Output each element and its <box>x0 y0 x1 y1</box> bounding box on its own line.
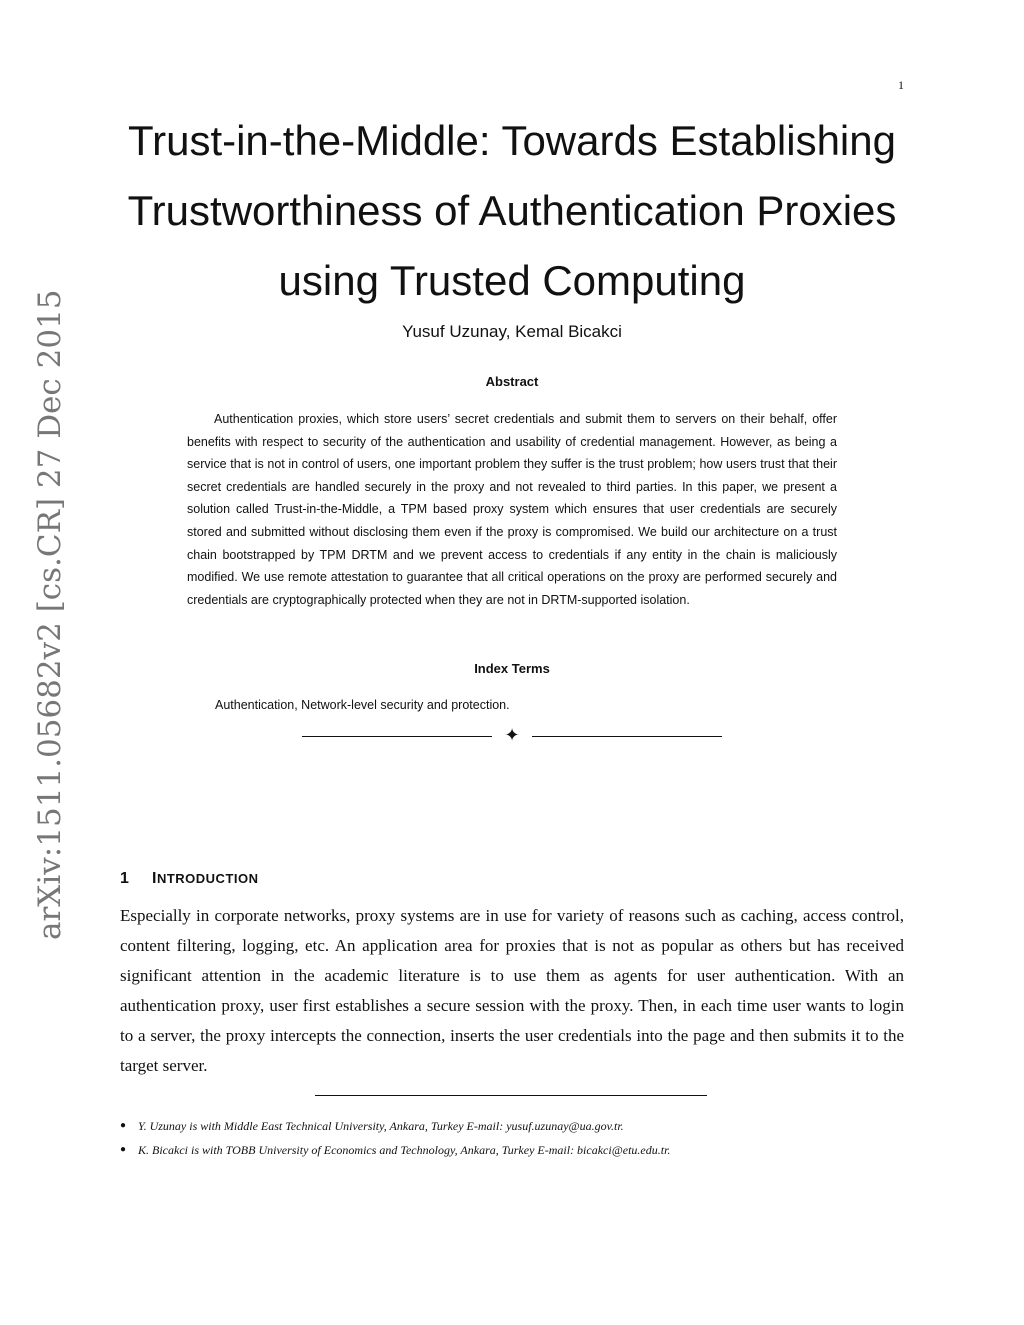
bullet-icon: ● <box>120 1144 127 1155</box>
author-list: Yusuf Uzunay, Kemal Bicakci <box>402 322 622 341</box>
section-heading <box>120 870 259 888</box>
footnote-list <box>120 1114 920 1162</box>
bullet-icon: ● <box>120 1120 127 1131</box>
footnote-item <box>120 1138 920 1162</box>
abstract-heading: Abstract <box>485 374 539 389</box>
footnote-item <box>120 1114 920 1138</box>
index-terms-heading: Index Terms <box>474 661 550 676</box>
footnote-rule <box>315 1095 707 1096</box>
index-terms-text: Authentication, Network-level security and protection. <box>215 698 510 712</box>
footnote-text: Y. Uzunay is with Middle East Technical University, Ankara, Turkey E-mail: yusuf.uzunay@ua.gov.tr. <box>138 1119 624 1133</box>
title-line: Trust-in-the-Middle: Towards Establishing <box>128 117 896 164</box>
abstract-text: Authentication proxies, which store users’ secret credentials and submit them to servers on their behalf, offer benefits with respect to security of the authentication and usability of credential management. However, as being a service that is not in control of users, one important problem they suffer is the trust problem; how users trust that their secret credentials are handled securely in the proxy and not revealed to third parties. In this paper, we present a solution called Trust-in-the-Middle, a TPM based proxy system which ensures that user credentials are securely stored and submitted without disclosing them even if the proxy is compromised. We build our architecture on a trust chain bootstrapped by TPM DRTM and we prevent access to credentials if any entity in the chain is maliciously modified. We use remote attestation to guarantee that all critical operations on the proxy are performed securely and credentials are cryptographically protected when they are not in DRTM-supported isolation. <box>187 412 837 607</box>
divider-line-left <box>302 736 492 737</box>
footnote-text: K. Bicakci is with TOBB University of Economics and Technology, Ankara, Turkey E-mail: bicakci@etu.edu.tr. <box>138 1143 671 1157</box>
paper-title <box>100 106 924 316</box>
section-title-rest: NTRODUCTION <box>156 871 259 886</box>
title-line: using Trusted Computing <box>278 257 746 304</box>
page-number: 1 <box>898 78 904 92</box>
title-line: Trustworthiness of Authentication Proxies <box>127 187 897 234</box>
section-number: 1 <box>120 870 130 887</box>
divider-line-right <box>532 736 722 737</box>
introduction-paragraph: Especially in corporate networks, proxy systems are in use for variety of reasons such as caching, access control, content filtering, logging, etc. An application area for proxies that is not as popular as others but has received significant attention in the academic literature is to use them as agents for user authentication. With an authentication proxy, user first establishes a secure session with the proxy. Then, in each time user wants to login to a server, the proxy intercepts the connection, inserts the user credentials into the page and then submits it to the target server. <box>120 906 904 1075</box>
arxiv-identifier: arXiv:1511.05682v2 [cs.CR] 27 Dec 2015 <box>32 289 68 940</box>
divider-ornament-icon: ✦ <box>504 725 520 746</box>
section-title-initial: I <box>152 870 157 887</box>
